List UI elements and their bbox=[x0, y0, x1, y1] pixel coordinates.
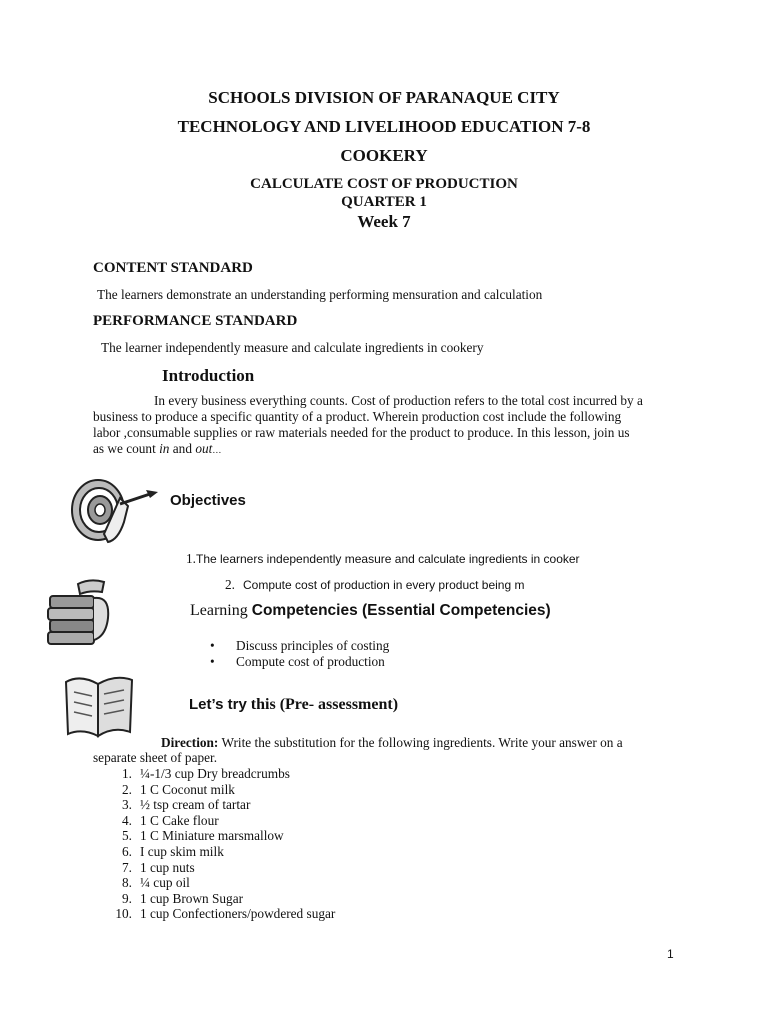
objective-item-2 bbox=[225, 577, 524, 593]
item-number: 2. bbox=[122, 781, 132, 797]
list-item bbox=[210, 638, 389, 654]
list-item bbox=[110, 860, 335, 876]
objectives-heading: Objectives bbox=[170, 492, 246, 509]
item-text: ½ tsp cream of tartar bbox=[140, 797, 251, 813]
item-text: ¼ cup oil bbox=[140, 875, 190, 891]
item-number: 1. bbox=[122, 766, 132, 781]
list-item bbox=[110, 844, 335, 860]
list-item bbox=[210, 654, 389, 670]
item-number: 10. bbox=[115, 906, 132, 922]
list-item bbox=[110, 875, 335, 891]
introduction-ellipsis: … bbox=[212, 445, 222, 455]
books-stack-icon bbox=[44, 578, 124, 648]
item-number: 9. bbox=[122, 890, 132, 906]
objective-item-2-number: 2. bbox=[225, 577, 235, 592]
direction-text: Write the substitution for the following ingredients. Write your answer on a bbox=[218, 735, 623, 750]
content-standard-heading: CONTENT STANDARD bbox=[93, 260, 253, 276]
competencies-heading-plain: Learning bbox=[190, 602, 252, 619]
topic-title: CALCULATE COST OF PRODUCTION bbox=[250, 176, 518, 192]
quarter-label: QUARTER 1 bbox=[341, 194, 427, 210]
page-number: 1 bbox=[667, 947, 674, 961]
pre-assessment-heading-b: this (Pre- assessment) bbox=[246, 696, 399, 713]
list-item bbox=[110, 906, 335, 922]
list-item bbox=[110, 797, 335, 813]
content-standard-text: The learners demonstrate an understanding performing mensuration and calculation bbox=[97, 287, 543, 302]
performance-standard-text: The learner independently measure and calculate ingredients in cookery bbox=[101, 340, 484, 355]
competencies-list bbox=[210, 638, 389, 670]
introduction-line-4-pre: as we count bbox=[93, 441, 160, 456]
item-text: 1 C Coconut milk bbox=[140, 781, 235, 797]
objective-item-1-text: The learners independently measure and calculate ingredients in cooker bbox=[195, 552, 580, 566]
objective-item-2-text: Compute cost of production in every product being m bbox=[243, 578, 525, 592]
item-text: 1 C Miniature marsmallow bbox=[140, 828, 284, 844]
list-item bbox=[110, 766, 335, 782]
item-number: 5. bbox=[122, 828, 132, 844]
introduction-in-word: in bbox=[159, 441, 170, 456]
item-text: I cup skim milk bbox=[140, 843, 224, 859]
bullet: • bbox=[210, 638, 215, 653]
target-dart-icon bbox=[68, 476, 160, 548]
competency-text: Compute cost of production bbox=[236, 654, 385, 669]
introduction-line-4-mid: and bbox=[169, 441, 196, 456]
direction-label: Direction: bbox=[161, 735, 219, 750]
bullet: • bbox=[210, 654, 215, 669]
direction-line-2: separate sheet of paper. bbox=[93, 750, 218, 765]
open-book-icon bbox=[62, 672, 138, 740]
ingredients-list bbox=[110, 766, 335, 922]
introduction-line-3: labor ,consumable supplies or raw materials needed for the product to produce. In this lesson, join us bbox=[93, 425, 630, 440]
item-text: ¼-1/3 cup Dry breadcrumbs bbox=[140, 766, 290, 781]
list-item bbox=[110, 828, 335, 844]
introduction-heading: Introduction bbox=[162, 366, 255, 385]
introduction-line-1: In every business everything counts. Cost of production refers to the total cost incurred by a bbox=[154, 393, 643, 408]
objective-item-1 bbox=[186, 551, 580, 567]
pre-assessment-heading-a: Let’s try bbox=[189, 696, 247, 713]
item-text: 1 cup Brown Sugar bbox=[140, 890, 244, 906]
division-title: SCHOOLS DIVISION OF PARANAQUE CITY bbox=[208, 88, 560, 107]
direction-line bbox=[161, 735, 623, 751]
competencies-heading bbox=[190, 602, 551, 620]
performance-standard-heading: PERFORMANCE STANDARD bbox=[93, 313, 298, 329]
list-item bbox=[110, 782, 335, 798]
competencies-heading-bold: Competencies (Essential Competencies) bbox=[251, 602, 551, 619]
item-number: 8. bbox=[122, 875, 132, 891]
introduction-line-2: business to produce a specific quantity of a product. Wherein production cost include the following bbox=[93, 409, 622, 424]
item-text: 1 cup nuts bbox=[140, 859, 195, 875]
week-label: Week 7 bbox=[357, 212, 411, 231]
subject-title: TECHNOLOGY AND LIVELIHOOD EDUCATION 7-8 bbox=[177, 117, 591, 136]
competency-text: Discuss principles of costing bbox=[236, 638, 390, 653]
introduction-line-4 bbox=[93, 441, 221, 458]
pre-assessment-heading bbox=[189, 696, 398, 714]
item-text: 1 cup Confectioners/powdered sugar bbox=[140, 906, 336, 922]
list-item bbox=[110, 813, 335, 829]
list-item bbox=[110, 891, 335, 907]
item-number: 3. bbox=[122, 797, 132, 813]
course-title: COOKERY bbox=[340, 146, 428, 165]
item-number: 6. bbox=[122, 843, 132, 859]
objective-item-1-number: 1. bbox=[186, 551, 196, 566]
item-number: 7. bbox=[122, 859, 132, 875]
item-text: 1 C Cake flour bbox=[140, 812, 219, 828]
item-number: 4. bbox=[122, 812, 132, 828]
introduction-out-word: out bbox=[195, 441, 213, 456]
